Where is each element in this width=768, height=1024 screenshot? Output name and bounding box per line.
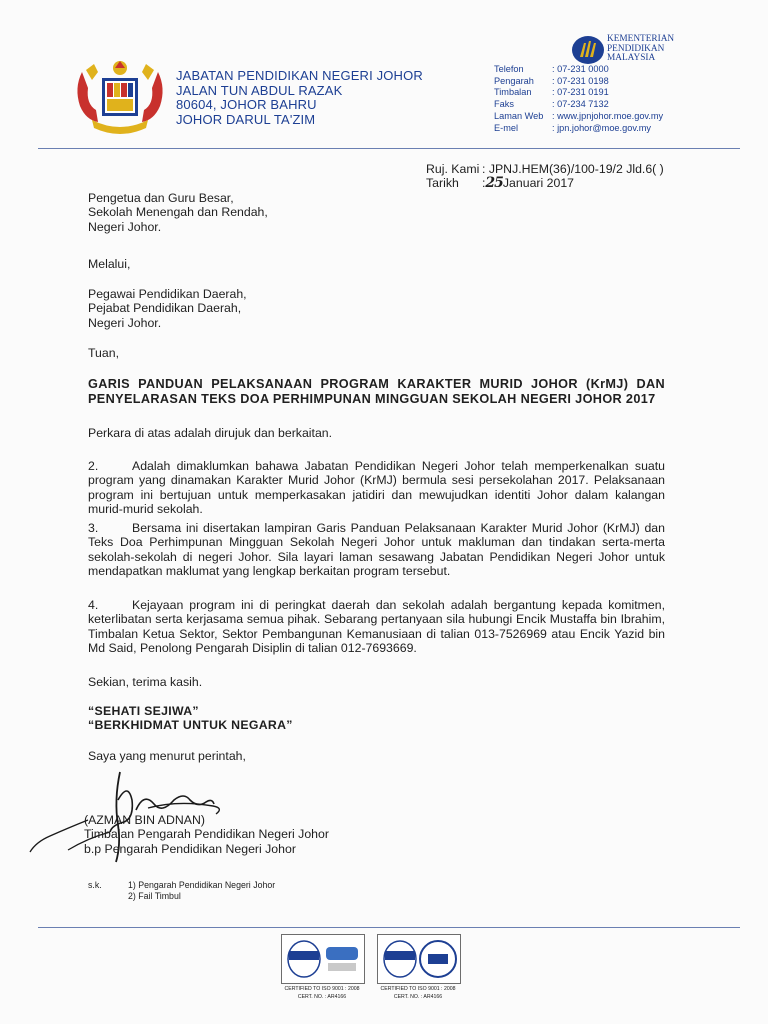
org-postcode: 80604, JOHOR BAHRU [176, 97, 317, 112]
signatory-block [84, 813, 329, 856]
footer-divider [38, 927, 740, 928]
contact-details [494, 64, 663, 134]
handwritten-day: 25 [485, 175, 503, 192]
certification-logos [377, 934, 461, 984]
org-street: JALAN TUN ABDUL RAZAK [176, 82, 343, 98]
intro-line: Perkara di atas adalah dirujuk dan berkaitan. [88, 426, 333, 440]
letter-date: Tarikh :25Januari 2017 [426, 175, 575, 192]
via-address: Pegawai Pendidikan Daerah, Pejabat Pendidikan Daerah, Negeri Johor. [88, 287, 247, 330]
reference-number: Ruj. Kami : JPNJ.HEM(36)/100-19/2 Jld.6( ) [426, 162, 664, 176]
ministry-logo [571, 35, 605, 65]
slogan-2: “BERKHIDMAT UNTUK NEGARA” [88, 718, 293, 733]
contact-deputy: Timbalan : 07-231 0191 [494, 87, 609, 98]
contact-email: E-mel : jpn.johor@moe.gov.my [494, 122, 652, 133]
carbon-copy-list [88, 880, 275, 903]
certification-logos [281, 934, 365, 984]
via-label: Melalui, [88, 257, 131, 271]
contact-fax: Faks : 07-234 7132 [494, 99, 609, 110]
contact-phone: Telefon : 07-231 0000 [494, 64, 609, 74]
paragraph-3: 3. Bersama ini disertakan lampiran Garis Panduan Pelaksanaan Karakter Murid Johor (KrMJ) dan Teks Doa Perhimpunan Mingguan Sekolah Negeri Johor untuk makluman dan tindakan serta-merta sekolah-sekolah di negeri Johor. Sila layari laman sesawang Jabatan Pendidikan Negeri Johor untuk mendapatkan maklumat yang lengkap berkaitan program tersebut. [88, 521, 665, 578]
signatory-title: Timbalan Pengarah Pendidikan Negeri Johor [84, 827, 329, 842]
org-name: JABATAN PENDIDIKAN NEGERI JOHOR [176, 68, 423, 83]
slogans [88, 704, 293, 733]
ministry-name: KEMENTERIAN PENDIDIKAN MALAYSIA [607, 34, 675, 64]
order-line: Saya yang menurut perintah, [88, 749, 246, 763]
signatory-name: (AZMAN BIN ADNAN) [84, 813, 205, 827]
johor-crest-logo [72, 58, 168, 140]
paragraph-4: 4. Kejayaan program ini di peringkat daerah dan sekolah adalah bergantung kepada komitmen, keterlibatan serta kerjasama semua pihak. Sebarang pertanyaan sila hubungi Encik Mustaffa bin Ibrahim, Timbalan Ketua Sektor, Sektor Pembangunan Kemanusiaan di talian 013-7526969 atau Encik Yazid bin Md Said, Penolong Pengarah Disiplin di talian 012-7693669. [88, 598, 665, 655]
contact-director: Pengarah : 07-231 0198 [494, 75, 609, 86]
org-state: JOHOR DARUL TA'ZIM [176, 111, 316, 127]
header-divider [38, 148, 740, 149]
certification-badge: CERTIFIED TO ISO 9001 : 2008 CERT. NO. : AR4166 [377, 934, 459, 1001]
salutation: Tuan, [88, 346, 119, 360]
recipient-address: Pengetua dan Guru Besar, Sekolah Menengah dan Rendah, Negeri Johor. [88, 191, 268, 234]
organisation-address [176, 69, 423, 127]
quality-system-icon [282, 935, 364, 983]
letter-subject: GARIS PANDUAN PELAKSANAAN PROGRAM KARAKTER MURID JOHOR (KrMJ) DAN PENYELARASAN TEKS DOA PERHIMPUNAN MINGGUAN SEKOLAH NEGERI JOHOR 2017 [88, 377, 665, 407]
reference-block [426, 162, 664, 191]
closing-line: Sekian, terima kasih. [88, 675, 203, 689]
signatory-on-behalf: b.p Pengarah Pendidikan Negeri Johor [84, 841, 296, 856]
cc-item: 2) Fail Timbul [128, 891, 181, 902]
certification-badge: CERTIFIED TO ISO 9001 : 2008 CERT. NO. : AR4166 [281, 934, 363, 1001]
paragraph-2: 2. Adalah dimaklumkan bahawa Jabatan Pendidikan Negeri Johor telah memperkenalkan suatu program yang dinamakan Karakter Murid Johor (KrMJ) bermula sesi persekolahan 2017. Pelaksanaan program ini bertujuan untuk memperkasakan jatidiri dan mewujudkan identiti Johor dalam kalangan murid-murid sekolah. [88, 459, 665, 516]
cc-item: s.k. 1) Pengarah Pendidikan Negeri Johor [88, 880, 276, 890]
contact-website: Laman Web : www.jpnjohor.moe.gov.my [494, 110, 664, 121]
slogan-1: “SEHATI SEJIWA” [88, 704, 199, 718]
iqnet-icon [378, 935, 460, 983]
